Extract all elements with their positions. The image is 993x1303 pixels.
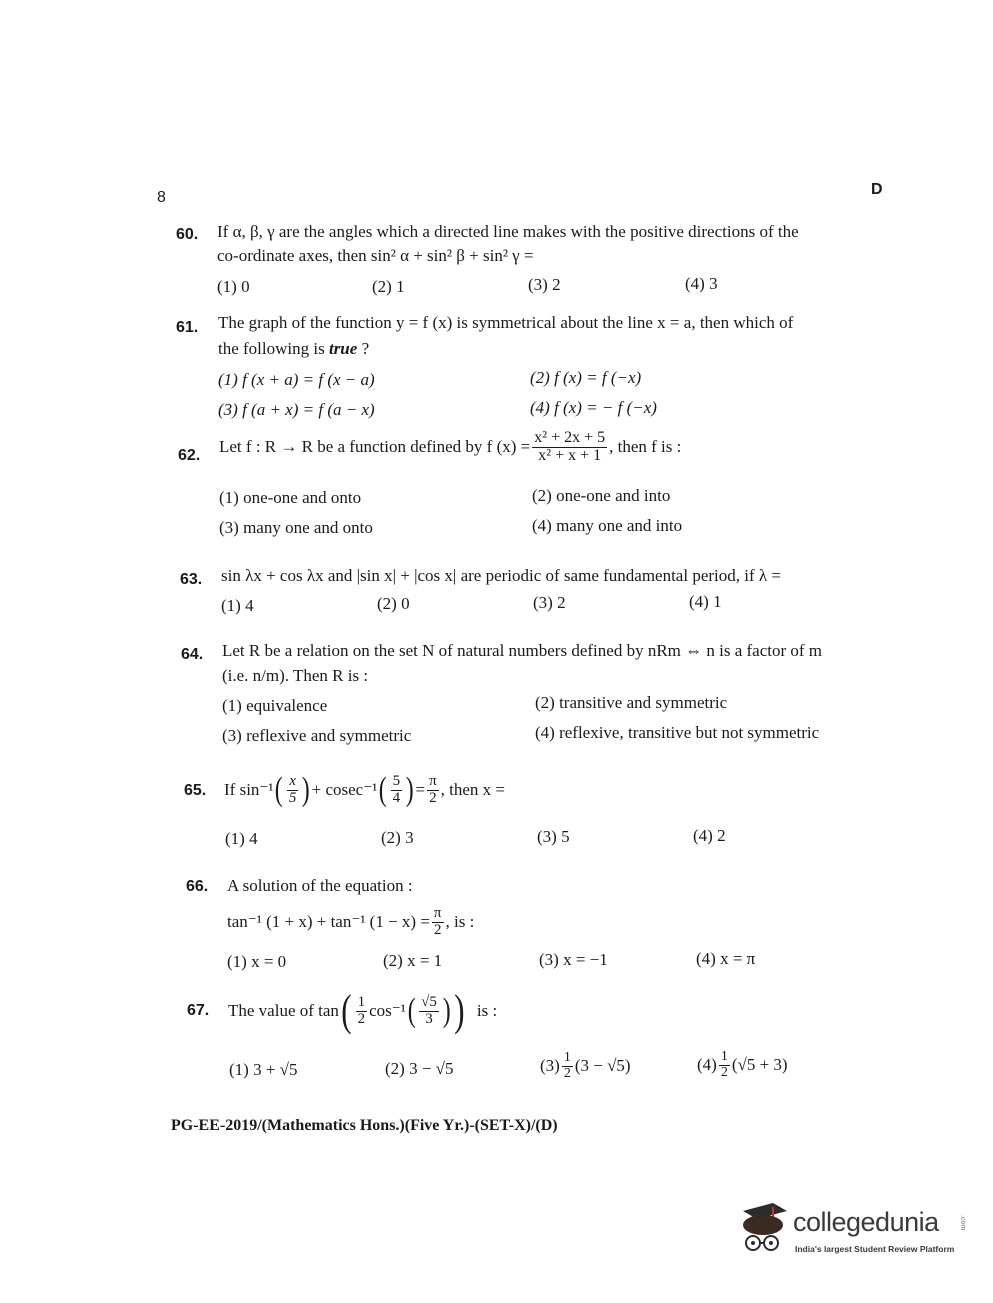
question-number: 66. [186, 878, 209, 895]
text-part: = [415, 780, 426, 799]
option-3 [540, 1046, 631, 1086]
text-part: , is : [445, 912, 475, 931]
denominator: 2 [357, 1010, 366, 1027]
text-part: + cosec⁻¹ [311, 780, 378, 799]
option-4: (4) 3 [685, 274, 718, 293]
right-paren: ) [302, 771, 310, 808]
option-3: (3) x = −1 [539, 950, 608, 969]
text-part: the following is [218, 339, 329, 358]
option-4 [697, 1045, 788, 1085]
brand-suffix: .com [959, 1215, 966, 1231]
denominator: x² + x + 1 [538, 446, 602, 464]
text-part: ? [357, 339, 370, 358]
option-1: (1) 0 [217, 277, 250, 296]
fraction [356, 995, 368, 1028]
option-1: (1) x = 0 [227, 952, 287, 971]
question-number: 63. [180, 571, 203, 588]
text-part: , then x = [440, 780, 505, 799]
option-2: (2) f (x) = f (−x) [530, 368, 642, 387]
numerator: 1 [720, 1048, 728, 1064]
option-3: (3) many one and onto [219, 518, 373, 537]
denominator: 2 [433, 921, 442, 938]
question-text: (i.e. n/m). Then R is : [222, 666, 369, 685]
numerator: x² + 2x + 5 [534, 429, 606, 446]
text-part: tan⁻¹ (1 + x) + tan⁻¹ (1 − x) = [227, 912, 430, 931]
text-part: cos⁻¹ [369, 1001, 406, 1020]
fraction [427, 774, 439, 807]
question-number: 61. [176, 319, 199, 336]
option-4: (4) x = π [696, 949, 756, 968]
numerator: π [433, 904, 442, 921]
text-part: is : [476, 1001, 498, 1020]
question-text: The graph of the function y = f (x) is symmetrical about the line x = a, then which of [218, 313, 794, 332]
brand-name: collegedunia [793, 1207, 939, 1237]
option-3: (3) 5 [537, 827, 570, 846]
mascot-icon [735, 1197, 793, 1259]
option-3: (3) 2 [533, 593, 566, 612]
option-4: (4) 1 [689, 592, 722, 611]
question-text: A solution of the equation : [227, 876, 413, 895]
brand-watermark [735, 1197, 965, 1267]
text-part: The value of tan [228, 1001, 339, 1020]
denominator: 4 [392, 789, 401, 806]
denominator: 3 [425, 1010, 433, 1027]
option-label: (3) [540, 1056, 560, 1075]
denominator: 5 [288, 789, 297, 806]
option-value: (√5 + 3) [731, 1055, 788, 1074]
right-paren: ) [442, 992, 451, 1029]
option-2: (2) 3 [381, 828, 414, 847]
left-paren: ( [379, 771, 387, 808]
left-paren: ( [407, 992, 416, 1029]
option-1: (1) f (x + a) = f (x − a) [218, 370, 375, 389]
option-4: (4) reflexive, transitive but not symmetric [535, 723, 820, 742]
option-2: (2) one-one and into [532, 486, 671, 505]
option-1: (1) 3 + √5 [229, 1060, 298, 1079]
option-4: (4) f (x) = − f (−x) [530, 398, 657, 417]
denominator: 2 [429, 789, 437, 806]
left-paren: ( [275, 771, 284, 808]
question-number: 65. [184, 782, 207, 799]
question-text [219, 430, 681, 465]
option-4: (4) many one and into [532, 516, 683, 535]
question-text: Let R be a relation on the set N of natural numbers defined by nRm ⇔ n is a factor of m [222, 641, 823, 660]
option-2: (2) transitive and symmetric [535, 693, 728, 712]
set-letter: D [871, 181, 883, 198]
option-3: (3) 2 [528, 275, 561, 294]
numerator: 1 [357, 993, 366, 1010]
option-1: (1) 4 [225, 829, 258, 848]
option-4: (4) 2 [693, 826, 726, 845]
question-text [224, 764, 505, 816]
option-2: (2) x = 1 [383, 951, 443, 970]
question-text: If α, β, γ are the angles which a directed line makes with the positive directions of the [217, 222, 799, 241]
paper-code: PG-EE-2019/(Mathematics Hons.)(Five Yr.)-(SET-X)/(D) [171, 1117, 558, 1134]
option-2: (2) 0 [377, 594, 410, 613]
denominator: 2 [720, 1064, 728, 1080]
numerator: π [429, 772, 437, 789]
fraction [532, 430, 607, 465]
text-part: Let f : R → R be a function defined by f (x) = [219, 437, 531, 457]
option-2: (2) 1 [372, 277, 405, 296]
numerator: 5 [392, 772, 401, 789]
question-number: 67. [187, 1002, 210, 1019]
option-1: (1) equivalence [222, 696, 328, 715]
option-2: (2) 3 − √5 [385, 1059, 454, 1078]
option-label: (4) [697, 1055, 717, 1074]
question-number: 60. [176, 226, 199, 243]
text-part: , then f is : [609, 437, 682, 457]
question-text [218, 339, 369, 359]
option-value: (3 − √5) [574, 1056, 631, 1075]
numerator: 1 [563, 1049, 571, 1065]
option-3: (3) reflexive and symmetric [222, 726, 412, 745]
fraction [391, 774, 403, 807]
text-part: If sin⁻¹ [224, 780, 274, 799]
page-number: 8 [157, 189, 166, 206]
question-text: co-ordinate axes, then sin² α + sin² β + sin² γ = [217, 246, 534, 265]
equation [227, 902, 474, 942]
fraction [719, 1050, 730, 1080]
question-text: sin λx + cos λx and |sin x| + |cos x| are periodic of same fundamental period, if λ = [221, 566, 781, 585]
right-paren: ) [454, 986, 465, 1035]
numerator: x [289, 772, 296, 789]
left-paren: ( [341, 986, 352, 1035]
option-1: (1) one-one and onto [219, 488, 362, 507]
fraction [562, 1051, 573, 1081]
option-3: (3) f (a + x) = f (a − x) [218, 400, 375, 419]
fraction [432, 906, 444, 939]
fraction [419, 995, 439, 1028]
emphasis: true [328, 339, 358, 358]
fraction [287, 774, 299, 807]
question-number: 62. [178, 447, 201, 464]
brand-tagline: India's largest Student Review Platform [795, 1244, 955, 1254]
option-1: (1) 4 [221, 596, 254, 615]
question-text [228, 982, 497, 1040]
numerator: √5 [421, 993, 437, 1010]
denominator: 2 [563, 1065, 571, 1081]
right-paren: ) [405, 771, 414, 808]
question-number: 64. [181, 646, 204, 663]
